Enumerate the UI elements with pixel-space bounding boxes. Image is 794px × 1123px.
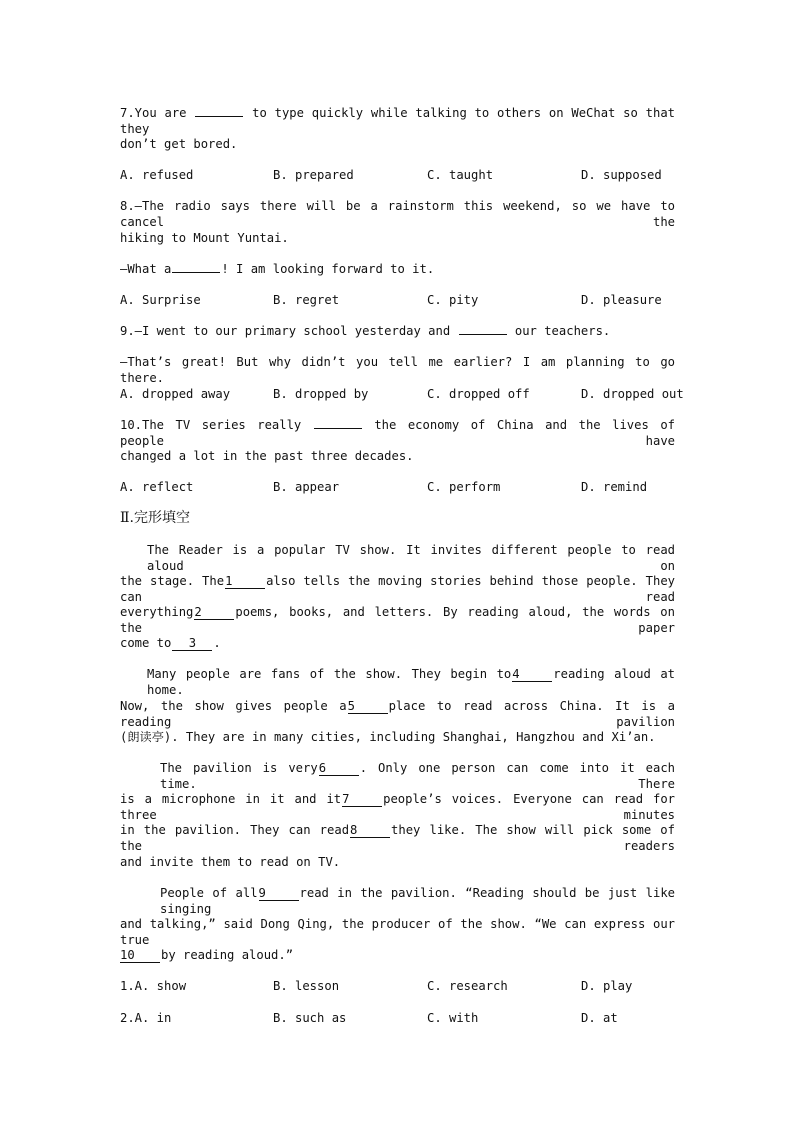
q8-option-a[interactable]: A. Surprise — [120, 293, 201, 307]
q9-option-d[interactable]: D. dropped out — [581, 387, 684, 401]
question-7-line-2: don’t get bored. — [120, 137, 238, 151]
passage-p3-line-4: and invite them to read on TV. — [120, 855, 341, 869]
passage-p1-line-4: come to 3 . — [120, 636, 221, 650]
passage-p3-line-1: The pavilion is very6 . Only one person can come into it each time. There — [160, 761, 675, 791]
cloze-1-option-a[interactable]: 1.A. show — [120, 979, 187, 993]
q9-option-b[interactable]: B. dropped by — [273, 387, 369, 401]
question-10-line-1: 10.The TV series really the economy of China and the lives of people have — [120, 418, 675, 448]
answer-blank[interactable] — [459, 334, 507, 335]
passage-p3-line-3: in the pavilion. They can read8 they like. The show will pick some of the readers — [120, 823, 675, 853]
cloze-blank-5[interactable]: 5 — [348, 700, 388, 714]
q10-option-a[interactable]: A. reflect — [120, 480, 194, 494]
cloze-blank-2[interactable]: 2 — [194, 606, 234, 620]
q8-option-d[interactable]: D. pleasure — [581, 293, 662, 307]
q7-option-c[interactable]: C. taught — [427, 168, 494, 182]
question-9-line-2: —That’s great! But why didn’t you tell me earlier? I am planning to go there. — [120, 355, 675, 385]
cloze-1-option-d[interactable]: D. play — [581, 979, 633, 993]
cloze-blank-9[interactable]: 9 — [259, 887, 299, 901]
q10-option-c[interactable]: C. perform — [427, 480, 501, 494]
q8-option-b[interactable]: B. regret — [273, 293, 340, 307]
passage-p1-line-2: the stage. The1 also tells the moving stories behind those people. They can read — [120, 574, 676, 604]
cloze-2-option-c[interactable]: C. with — [427, 1011, 479, 1025]
cloze-blank-6[interactable]: 6 — [319, 762, 359, 776]
q10-option-d[interactable]: D. remind — [581, 480, 648, 494]
passage-p4-line-3: 10 by reading aloud.” — [120, 948, 294, 962]
section-heading-cloze: Ⅱ.完形填空 — [120, 510, 190, 526]
passage-p1-line-1: The Reader is a popular TV show. It invites different people to read aloud on — [147, 543, 675, 573]
cloze-blank-1[interactable]: 1 — [225, 575, 265, 589]
cloze-blank-10[interactable]: 10 — [120, 949, 160, 963]
passage-p4-line-1: People of all9 read in the pavilion. “Reading should be just like singing — [160, 886, 676, 916]
question-8-line-2: hiking to Mount Yuntai. — [120, 231, 289, 245]
q7-option-b[interactable]: B. prepared — [273, 168, 354, 182]
answer-blank[interactable] — [172, 272, 220, 273]
question-8-line-1: 8.—The radio says there will be a rainstorm this weekend, so we have to cancel the — [120, 199, 675, 229]
passage-p2-line-3: (朗读亭). They are in many cities, including Shanghai, Hangzhou and Xi’an. — [120, 730, 656, 744]
cloze-2-option-a[interactable]: 2.A. in — [120, 1011, 172, 1025]
cloze-2-option-d[interactable]: D. at — [581, 1011, 618, 1025]
answer-blank[interactable] — [195, 116, 243, 117]
cloze-1-option-b[interactable]: B. lesson — [273, 979, 340, 993]
cloze-1-option-c[interactable]: C. research — [427, 979, 508, 993]
answer-blank[interactable] — [314, 428, 362, 429]
passage-p2-line-2: Now, the show gives people a5 place to read across China. It is a reading pavilion — [120, 699, 676, 729]
question-9-line-1: 9.—I went to our primary school yesterday and our teachers. — [120, 324, 611, 338]
q9-option-c[interactable]: C. dropped off — [427, 387, 530, 401]
cloze-blank-4[interactable]: 4 — [512, 668, 552, 682]
question-8-line-3: —What a ! I am looking forward to it. — [120, 262, 435, 276]
question-7-line-1: 7.You are to type quickly while talking to others on WeChat so that they — [120, 106, 676, 136]
cloze-blank-7[interactable]: 7 — [342, 793, 382, 807]
cloze-blank-8[interactable]: 8 — [350, 824, 390, 838]
cloze-2-option-b[interactable]: B. such as — [273, 1011, 347, 1025]
q7-option-a[interactable]: A. refused — [120, 168, 194, 182]
passage-p4-line-2: and talking,” said Dong Qing, the producer of the show. “We can express our true — [120, 917, 675, 947]
q10-option-b[interactable]: B. appear — [273, 480, 340, 494]
q8-option-c[interactable]: C. pity — [427, 293, 479, 307]
passage-p2-line-1: Many people are fans of the show. They begin to4 reading aloud at home. — [147, 667, 675, 697]
question-10-line-2: changed a lot in the past three decades. — [120, 449, 414, 463]
q7-option-d[interactable]: D. supposed — [581, 168, 662, 182]
passage-p1-line-3: everything2 poems, books, and letters. By reading aloud, the words on the paper — [120, 605, 675, 635]
cloze-blank-3[interactable]: 3 — [172, 637, 212, 651]
passage-p3-line-2: is a microphone in it and it7 people’s voices. Everyone can read for three minutes — [120, 792, 676, 822]
q9-option-a[interactable]: A. dropped away — [120, 387, 231, 401]
